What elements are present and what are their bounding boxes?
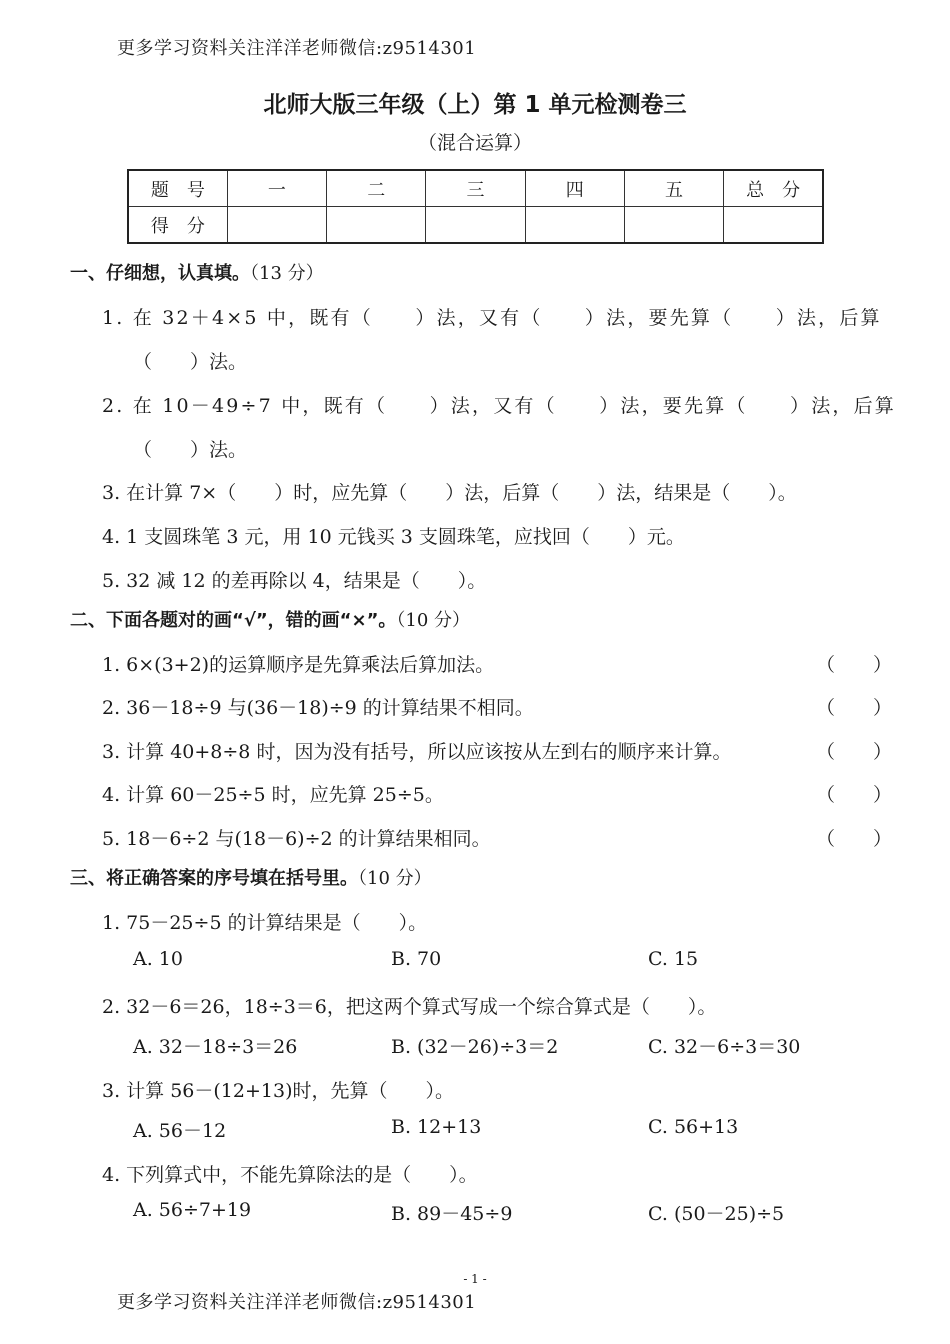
score-header-cell: 五: [624, 170, 723, 207]
s3-q2-option-c: C. 32－6÷3＝30: [648, 1036, 801, 1058]
watermark-bottom: 更多学习资料关注洋洋老师微信:z9514301: [117, 1292, 477, 1313]
s3-q1-option-c: C. 15: [648, 948, 699, 970]
s2-item: 3. 计算 40+8÷8 时，因为没有括号，所以应该按从左到右的顺序来计算。: [102, 741, 732, 763]
page-title: 北师大版三年级（上）第 1 单元检测卷三: [263, 92, 687, 118]
s3-q4-option-a: A. 56÷7+19: [133, 1199, 252, 1221]
score-header-cell: 题 号: [128, 170, 227, 207]
score-header-cell: 三: [426, 170, 525, 207]
score-cell[interactable]: [327, 207, 426, 244]
s3-q1-option-a: A. 10: [133, 948, 183, 970]
score-header-cell: 二: [327, 170, 426, 207]
section3-points: （10 分）: [358, 868, 432, 889]
s3-q3-option-c: C. 56+13: [648, 1116, 739, 1138]
s3-q3-option-a: A. 56－12: [133, 1120, 227, 1142]
s2-answer-blank[interactable]: （ ）: [816, 784, 893, 806]
s1-q2-line2: （ ）法。: [133, 439, 248, 461]
s2-answer-blank[interactable]: （ ）: [816, 828, 893, 850]
s3-q3-stem: 3. 计算 56－(12+13)时，先算（ ）。: [102, 1080, 454, 1102]
section1-heading: [70, 259, 324, 285]
s2-answer-blank[interactable]: （ ）: [816, 697, 893, 719]
score-header-cell: 一: [227, 170, 326, 207]
section1-heading-text: 一、仔细想，认真填。: [70, 263, 250, 284]
s3-q4-option-b: B. 89－45÷9: [391, 1203, 513, 1225]
score-header-cell: 四: [525, 170, 624, 207]
s1-q1-line1: 1. 在 32＋4×5 中，既有（ ）法，又有（ ）法，要先算（ ）法，后算: [102, 307, 882, 329]
section2-heading: [70, 606, 470, 632]
page-subtitle: （混合运算）: [417, 132, 532, 154]
s3-q4-option-c: C. (50－25)÷5: [648, 1203, 785, 1225]
s3-q3-option-b: B. 12+13: [391, 1116, 482, 1138]
s1-q3: 3. 在计算 7×（ ）时，应先算（ ）法，后算（ ）法，结果是（ ）。: [102, 482, 797, 504]
s1-q1-line2: （ ）法。: [133, 351, 248, 373]
s1-q4: 4. 1 支圆珠笔 3 元，用 10 元钱买 3 支圆珠笔，应找回（ ）元。: [102, 526, 685, 548]
section3-heading: [70, 864, 432, 890]
s2-item: 1. 6×(3+2)的运算顺序是先算乘法后算加法。: [102, 654, 495, 676]
s2-item: 2. 36－18÷9 与(36－18)÷9 的计算结果不相同。: [102, 697, 534, 719]
score-cell[interactable]: [724, 207, 823, 244]
score-header-cell: 总 分: [724, 170, 823, 207]
s1-q5: 5. 32 减 12 的差再除以 4，结果是（ ）。: [102, 570, 487, 592]
score-cell[interactable]: [624, 207, 723, 244]
s3-q1-option-b: B. 70: [391, 948, 442, 970]
s3-q4-stem: 4. 下列算式中，不能先算除法的是（ ）。: [102, 1164, 478, 1186]
s2-answer-blank[interactable]: （ ）: [816, 654, 893, 676]
s2-item: 4. 计算 60－25÷5 时，应先算 25÷5。: [102, 784, 444, 806]
watermark-top: 更多学习资料关注洋洋老师微信:z9514301: [117, 38, 477, 59]
score-table: [127, 169, 824, 244]
section3-heading-text: 三、将正确答案的序号填在括号里。: [70, 868, 358, 889]
s2-item: 5. 18－6÷2 与(18－6)÷2 的计算结果相同。: [102, 828, 491, 850]
s2-answer-blank[interactable]: （ ）: [816, 741, 893, 763]
s3-q1-stem: 1. 75－25÷5 的计算结果是（ ）。: [102, 912, 428, 934]
page-number: - 1 -: [463, 1272, 487, 1286]
score-cell[interactable]: [525, 207, 624, 244]
score-table-header-row: [128, 170, 823, 207]
score-row-label: 得 分: [128, 207, 227, 244]
section2-heading-text: 二、下面各题对的画“√”，错的画“×”。: [70, 610, 397, 631]
s3-q2-option-b: B. (32－26)÷3＝2: [391, 1036, 559, 1058]
score-cell[interactable]: [227, 207, 326, 244]
score-cell[interactable]: [426, 207, 525, 244]
score-table-score-row: [128, 207, 823, 244]
section2-points: （10 分）: [396, 610, 471, 631]
s3-q2-stem: 2. 32－6＝26，18÷3＝6，把这两个算式写成一个综合算式是（ ）。: [102, 996, 717, 1018]
s3-q2-option-a: A. 32－18÷3＝26: [133, 1036, 298, 1058]
section1-points: （13 分）: [250, 263, 324, 284]
s1-q2-line1: 2. 在 10－49÷7 中，既有（ ）法，又有（ ）法，要先算（ ）法，后算: [102, 395, 897, 417]
